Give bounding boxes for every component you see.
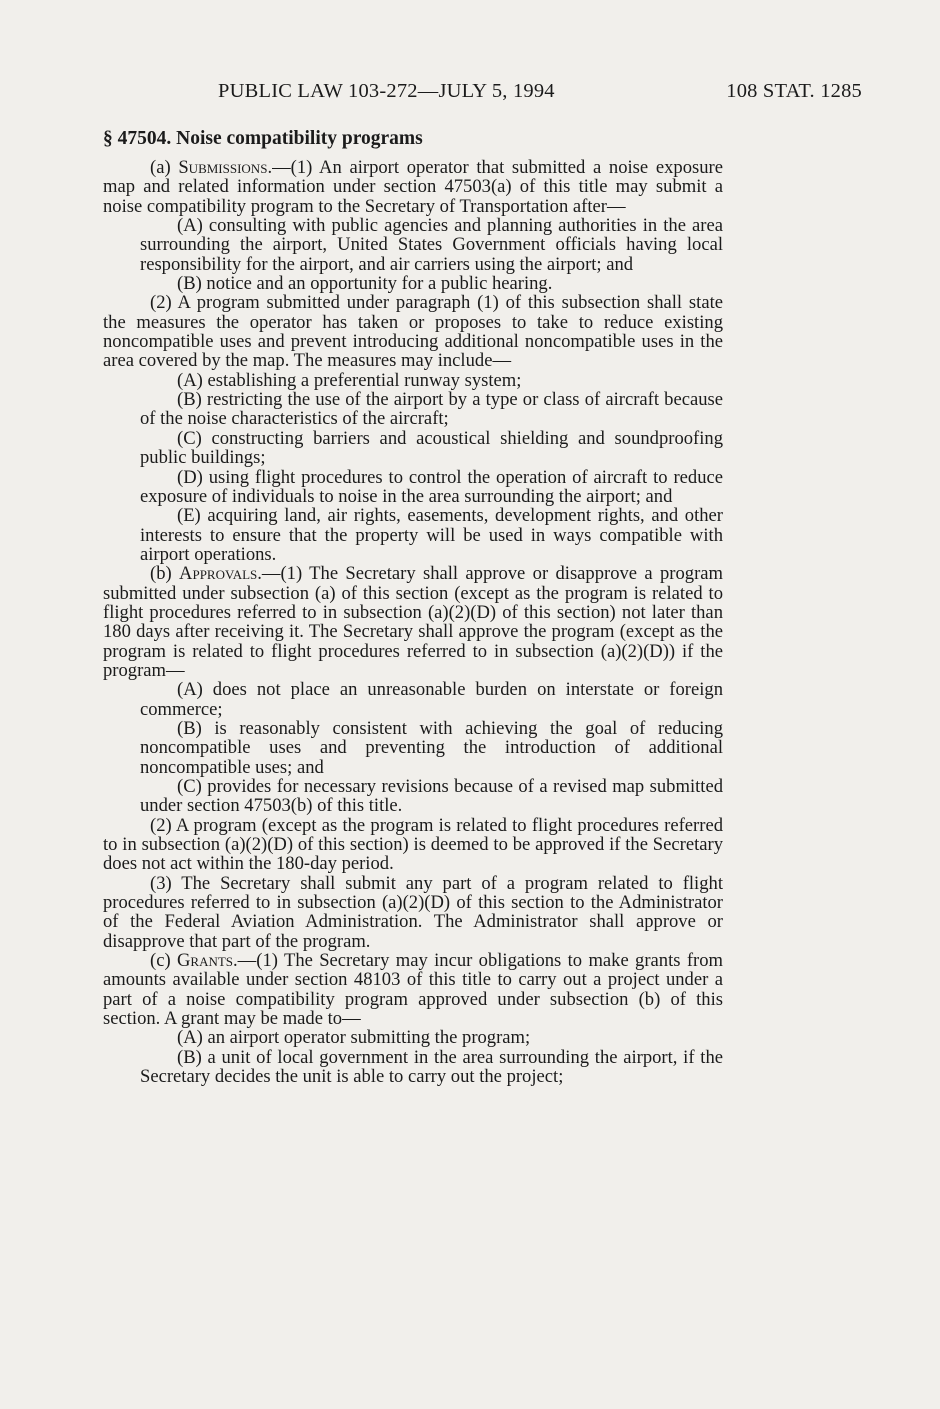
- paragraph-b3: (3) The Secretary shall submit any part of a program related to flight procedures referred to in subsection (a)(2)(D) of this section to the Administrator of the Federal Aviation Administration. The Administrator shall approve or disapprove that part of the program.: [103, 872, 723, 952]
- subsection-c-heading: Grants: [176, 950, 234, 972]
- section-heading: § 47504. Noise compatibility programs: [103, 128, 423, 149]
- paragraph-a2-B: (B) restricting the use of the airport by a type or class of aircraft because of the noise characteristics of the aircraft;: [140, 389, 723, 430]
- subsection-a-intro: [103, 158, 723, 216]
- subsection-c-intro: [103, 951, 723, 1028]
- paragraph-a2-E: (E) acquiring land, air rights, easements, development rights, and other interests to ensure that the property will be used in ways compatible with airport operations.: [140, 505, 723, 565]
- section-body: [103, 158, 723, 1087]
- subsection-b-label: (b): [150, 563, 180, 585]
- subsection-a-label: (a): [150, 157, 179, 178]
- paragraph-a2-A: (A) establishing a preferential runway system;: [177, 369, 522, 391]
- paragraph-c1-A: (A) an airport operator submitting the program;: [177, 1027, 531, 1049]
- paragraph-a2: (2) A program submitted under paragraph (1) of this subsection shall state the measures the operator has taken or proposes to take to reduce existing noncompatible uses and prevent introducing additional noncompatible uses in the area covered by the map. The measures may include—: [103, 292, 723, 372]
- paragraph-c1-B: (B) a unit of local government in the area surrounding the airport, if the Secretary decides the unit is able to carry out the project;: [140, 1046, 723, 1088]
- paragraph-a1-B: (B) notice and an opportunity for a public hearing.: [177, 273, 553, 295]
- subsection-b-heading: Approvals: [179, 563, 258, 585]
- paragraph-a2-C: (C) constructing barriers and acoustical shielding and soundproofing public buildings;: [140, 427, 723, 469]
- paragraph-a2-D: (D) using flight procedures to control the operation of aircraft to reduce exposure of individuals to noise in the area surrounding the airport; and: [140, 466, 723, 507]
- subsection-b-text: .—(1) The Secretary shall approve or disapprove a program submitted under subsection (a) of this section (except as the program is related to flight procedures referred to in subsection (a)(2)(D) of this section) not later than 180 days after receiving it. The Secretary shall approve the program (except as the program is related to flight procedures referred to in subsection (a)(2)(D)) if the program—: [103, 563, 723, 681]
- page-header: [218, 80, 862, 110]
- paragraph-b2: (2) A program (except as the program is related to flight procedures referred to in subsection (a)(2)(D) of this section) is deemed to be approved if the Secretary does not act within the 180-day period.: [103, 814, 723, 875]
- subsection-b-intro: [103, 564, 723, 680]
- subsection-c-label: (c): [150, 950, 177, 972]
- running-head-title: PUBLIC LAW 103-272—JULY 5, 1994: [218, 80, 555, 102]
- paragraph-b1-B: (B) is reasonably consistent with achieving the goal of reducing noncompatible uses and preventing the introduction of additional noncompatible uses; and: [140, 717, 723, 778]
- paragraph-b1-A: (A) does not place an unreasonable burden on interstate or foreign commerce;: [140, 679, 723, 720]
- paragraph-a1-A: (A) consulting with public agencies and planning authorities in the area surrounding the airport, United States Government officials having local responsibility for the airport, and air carriers using the airport; and: [140, 215, 723, 275]
- subsection-a-text: .—(1) An airport operator that submitted a noise exposure map and related information under section 47503(a) of this title may submit a noise compatibility program to the Secretary of Transportation after—: [103, 157, 723, 217]
- statute-page-number: 108 STAT. 1285: [726, 80, 862, 102]
- subsection-c-text: .—(1) The Secretary may incur obligations to make grants from amounts available under section 48103 of this title to carry out a project under a part of a noise compatibility program approved under subsection (b) of this section. A grant may be made to—: [103, 950, 723, 1030]
- subsection-a-heading: Submissions: [178, 157, 268, 178]
- paragraph-b1-C: (C) provides for necessary revisions because of a revised map submitted under section 47503(b) of this title.: [140, 776, 723, 817]
